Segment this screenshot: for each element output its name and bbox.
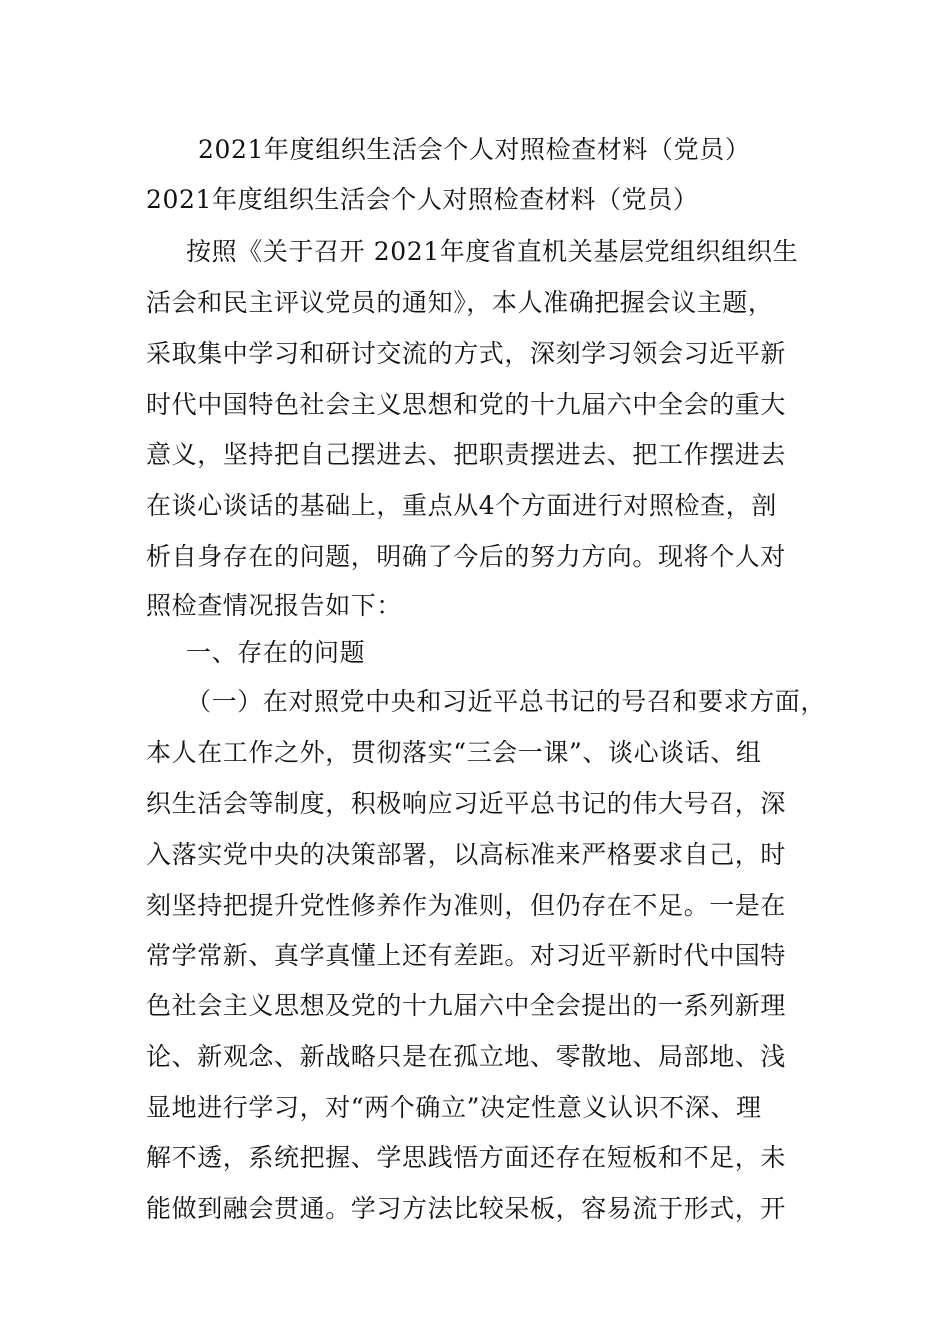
document-subtitle: 2021年度组织生活会个人对照检查材料（党员） xyxy=(146,185,699,214)
body-line: 时代中国特色社会主义思想和党的十九届六中全会的重大 xyxy=(146,390,787,419)
body-line: 显地进行学习，对“两个确立”决定性意义认识不深、理 xyxy=(146,1093,762,1122)
body-line: 论、新观念、新战略只是在孤立地、零散地、局部地、浅 xyxy=(146,1042,787,1071)
body-line: 能做到融会贯通。学习方法比较呆板，容易流于形式，开 xyxy=(146,1194,787,1223)
body-line: 解不透，系统把握、学思践悟方面还存在短板和不足，未 xyxy=(146,1143,787,1172)
body-line: 常学常新、真学真懂上还有差距。对习近平新时代中国特 xyxy=(146,941,787,970)
body-line: 入落实党中央的决策部署，以高标准来严格要求自己，时 xyxy=(146,840,787,869)
body-line: 在谈心谈话的基础上，重点从4个方面进行对照检查，剖 xyxy=(146,491,777,520)
body-line: 织生活会等制度，积极响应习近平总书记的伟大号召，深 xyxy=(146,789,787,818)
body-line: 意义，坚持把自己摆进去、把职责摆进去、把工作摆进去 xyxy=(146,440,787,469)
body-line: （一）在对照党中央和习近平总书记的号召和要求方面， xyxy=(186,687,827,716)
body-line: 活会和民主评议党员的通知》，本人准确把握会议主题， xyxy=(146,288,774,317)
document-title: 2021年度组织生活会个人对照检查材料（党员） xyxy=(198,135,751,164)
body-line: 照检查情况报告如下： xyxy=(146,591,403,620)
body-line: 析自身存在的问题，明确了今后的努力方向。现将个人对 xyxy=(146,542,787,571)
section-heading: 一、存在的问题 xyxy=(186,638,366,667)
body-line: 色社会主义思想及党的十九届六中全会提出的一系列新理 xyxy=(146,991,787,1020)
body-line: 采取集中学习和研讨交流的方式，深刻学习领会习近平新 xyxy=(146,339,787,368)
body-line: 刻坚持把提升党性修养作为准则，但仍存在不足。一是在 xyxy=(146,891,787,920)
body-line: 按照《关于召开 2021年度省直机关基层党组织组织生 xyxy=(186,237,799,266)
body-line: 本人在工作之外，贯彻落实“三会一课”、谈心谈话、组 xyxy=(146,738,762,767)
